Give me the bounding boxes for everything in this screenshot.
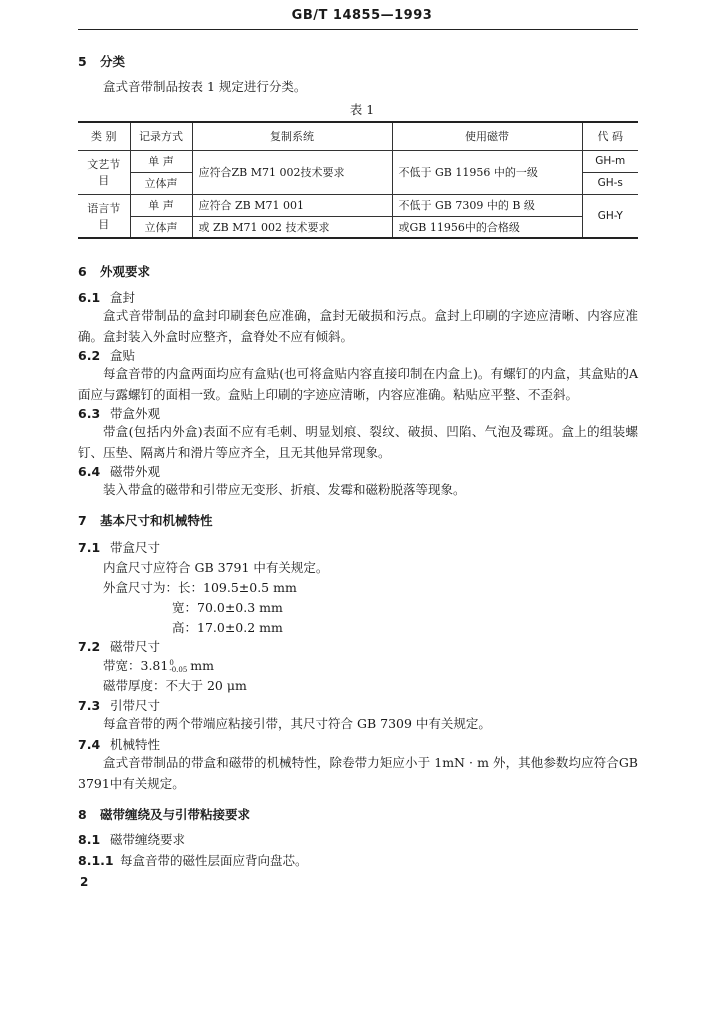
header-code: 代 码	[582, 122, 638, 150]
paragraph-7-4: 盒式音带制品的带盒和磁带的机械特性，除卷带力矩应小于 1mN · m 外，其他参数均应符合GB 3791中有关规定。	[78, 755, 638, 791]
code-cell: GH-s	[582, 172, 638, 194]
subsection-6-1: 6.1 盒封	[78, 290, 136, 305]
mode-cell: 立体声	[130, 216, 192, 238]
paragraph-6-1: 盒式音带制品的盒封印刷套色应准确，盒封无破损和污点。盒封上印刷的字迹应清晰、内容应准确。盒封装入外盒时应整齐，盒脊处不应有倾斜。	[78, 308, 638, 344]
subsection-7-4: 7.4 机械特性	[78, 737, 161, 752]
section-number: 6	[78, 264, 87, 279]
section-8-heading	[78, 805, 250, 823]
category-cell: 文艺节目	[78, 150, 130, 194]
classification-table	[78, 121, 638, 239]
section-title: 外观要求	[100, 264, 151, 279]
section-title: 分类	[100, 54, 126, 69]
header-tape: 使用磁带	[392, 122, 582, 150]
mode-cell: 单 声	[130, 150, 192, 172]
table-caption: 表 1	[349, 102, 375, 117]
section-number: 5	[78, 54, 87, 69]
subsection-8-1: 8.1 磁带缠绕要求	[78, 832, 186, 847]
subsection-6-3: 6.3 带盒外观	[78, 406, 161, 421]
table-row	[78, 216, 638, 238]
tolerance: 0 -0.05	[169, 658, 188, 674]
table-header-row	[78, 122, 638, 150]
section-5-intro: 盒式音带制品按表 1 规定进行分类。	[103, 79, 307, 94]
system-cell: 或 ZB M71 002 技术要求	[192, 216, 392, 238]
outer-box-width: 宽：70.0±0.3 mm	[172, 600, 283, 615]
paragraph-7-3: 每盒音带的两个带端应粘接引带，其尺寸符合 GB 7309 中有关规定。	[103, 716, 491, 731]
subsection-8-1-1: 8.1.1 每盒音带的磁性层面应背向盘芯。	[78, 853, 308, 868]
header-category: 类 别	[78, 122, 130, 150]
system-cell: 应符合 ZB M71 001	[192, 194, 392, 216]
header-mode: 记录方式	[130, 122, 192, 150]
tape-cell: 或GB 11956中的合格级	[392, 216, 582, 238]
mode-cell: 单 声	[130, 194, 192, 216]
subsection-7-3: 7.3 引带尺寸	[78, 698, 161, 713]
section-6-heading	[78, 262, 150, 280]
outer-box-length: 外盒尺寸为：长：109.5±0.5 mm	[103, 580, 297, 595]
subsection-6-2: 6.2 盒贴	[78, 348, 136, 363]
code-cell: GH-Y	[582, 194, 638, 238]
subsection-6-4: 6.4 磁带外观	[78, 464, 161, 479]
section-5-heading	[78, 52, 125, 70]
category-cell: 语言节目	[78, 194, 130, 238]
section-7-heading	[78, 511, 213, 529]
subsection-7-2: 7.2 磁带尺寸	[78, 639, 161, 654]
header-system: 复制系统	[192, 122, 392, 150]
tape-width: 带宽：3.81 0 -0.05 mm	[103, 658, 215, 674]
paragraph-6-4: 装入带盒的磁带和引带应无变形、折痕、发霉和磁粉脱落等现象。	[103, 482, 466, 497]
tape-cell: 不低于 GB 7309 中的 B 级	[392, 194, 582, 216]
subsection-7-1: 7.1 带盒尺寸	[78, 540, 161, 555]
header-rule	[78, 29, 638, 30]
table-row	[78, 150, 638, 172]
mode-cell: 立体声	[130, 172, 192, 194]
system-cell: 应符合ZB M71 002技术要求	[192, 150, 392, 194]
section-title: 磁带缠绕及与引带粘接要求	[100, 807, 251, 822]
inner-box-size: 内盒尺寸应符合 GB 3791 中有关规定。	[103, 560, 329, 575]
table-row	[78, 194, 638, 216]
standard-header: GB/T 14855—1993	[291, 8, 433, 23]
section-title: 基本尺寸和机械特性	[100, 513, 213, 528]
code-cell: GH-m	[582, 150, 638, 172]
outer-box-height: 高：17.0±0.2 mm	[172, 620, 283, 635]
paragraph-6-3: 带盒(包括内外盒)表面不应有毛刺、明显划痕、裂纹、破损、凹陷、气泡及霉斑。盒上的组装螺钉、压垫、隔离片和滑片等应齐全，且无其他异常现象。	[78, 424, 638, 460]
tape-cell: 不低于 GB 11956 中的一级	[392, 150, 582, 194]
tape-thickness: 磁带厚度：不大于 20 μm	[103, 678, 247, 693]
section-number: 7	[78, 513, 87, 528]
page-number: 2	[80, 875, 89, 889]
paragraph-6-2: 每盒音带的内盒两面均应有盒贴(也可将盒贴内容直接印制在内盒上)。有螺钉的内盒，其盒贴的A面应与露螺钉的面相一致。盒贴上印刷的字迹应清晰，内容应准确。粘贴应平整、不歪斜。	[78, 366, 638, 402]
section-number: 8	[78, 807, 87, 822]
